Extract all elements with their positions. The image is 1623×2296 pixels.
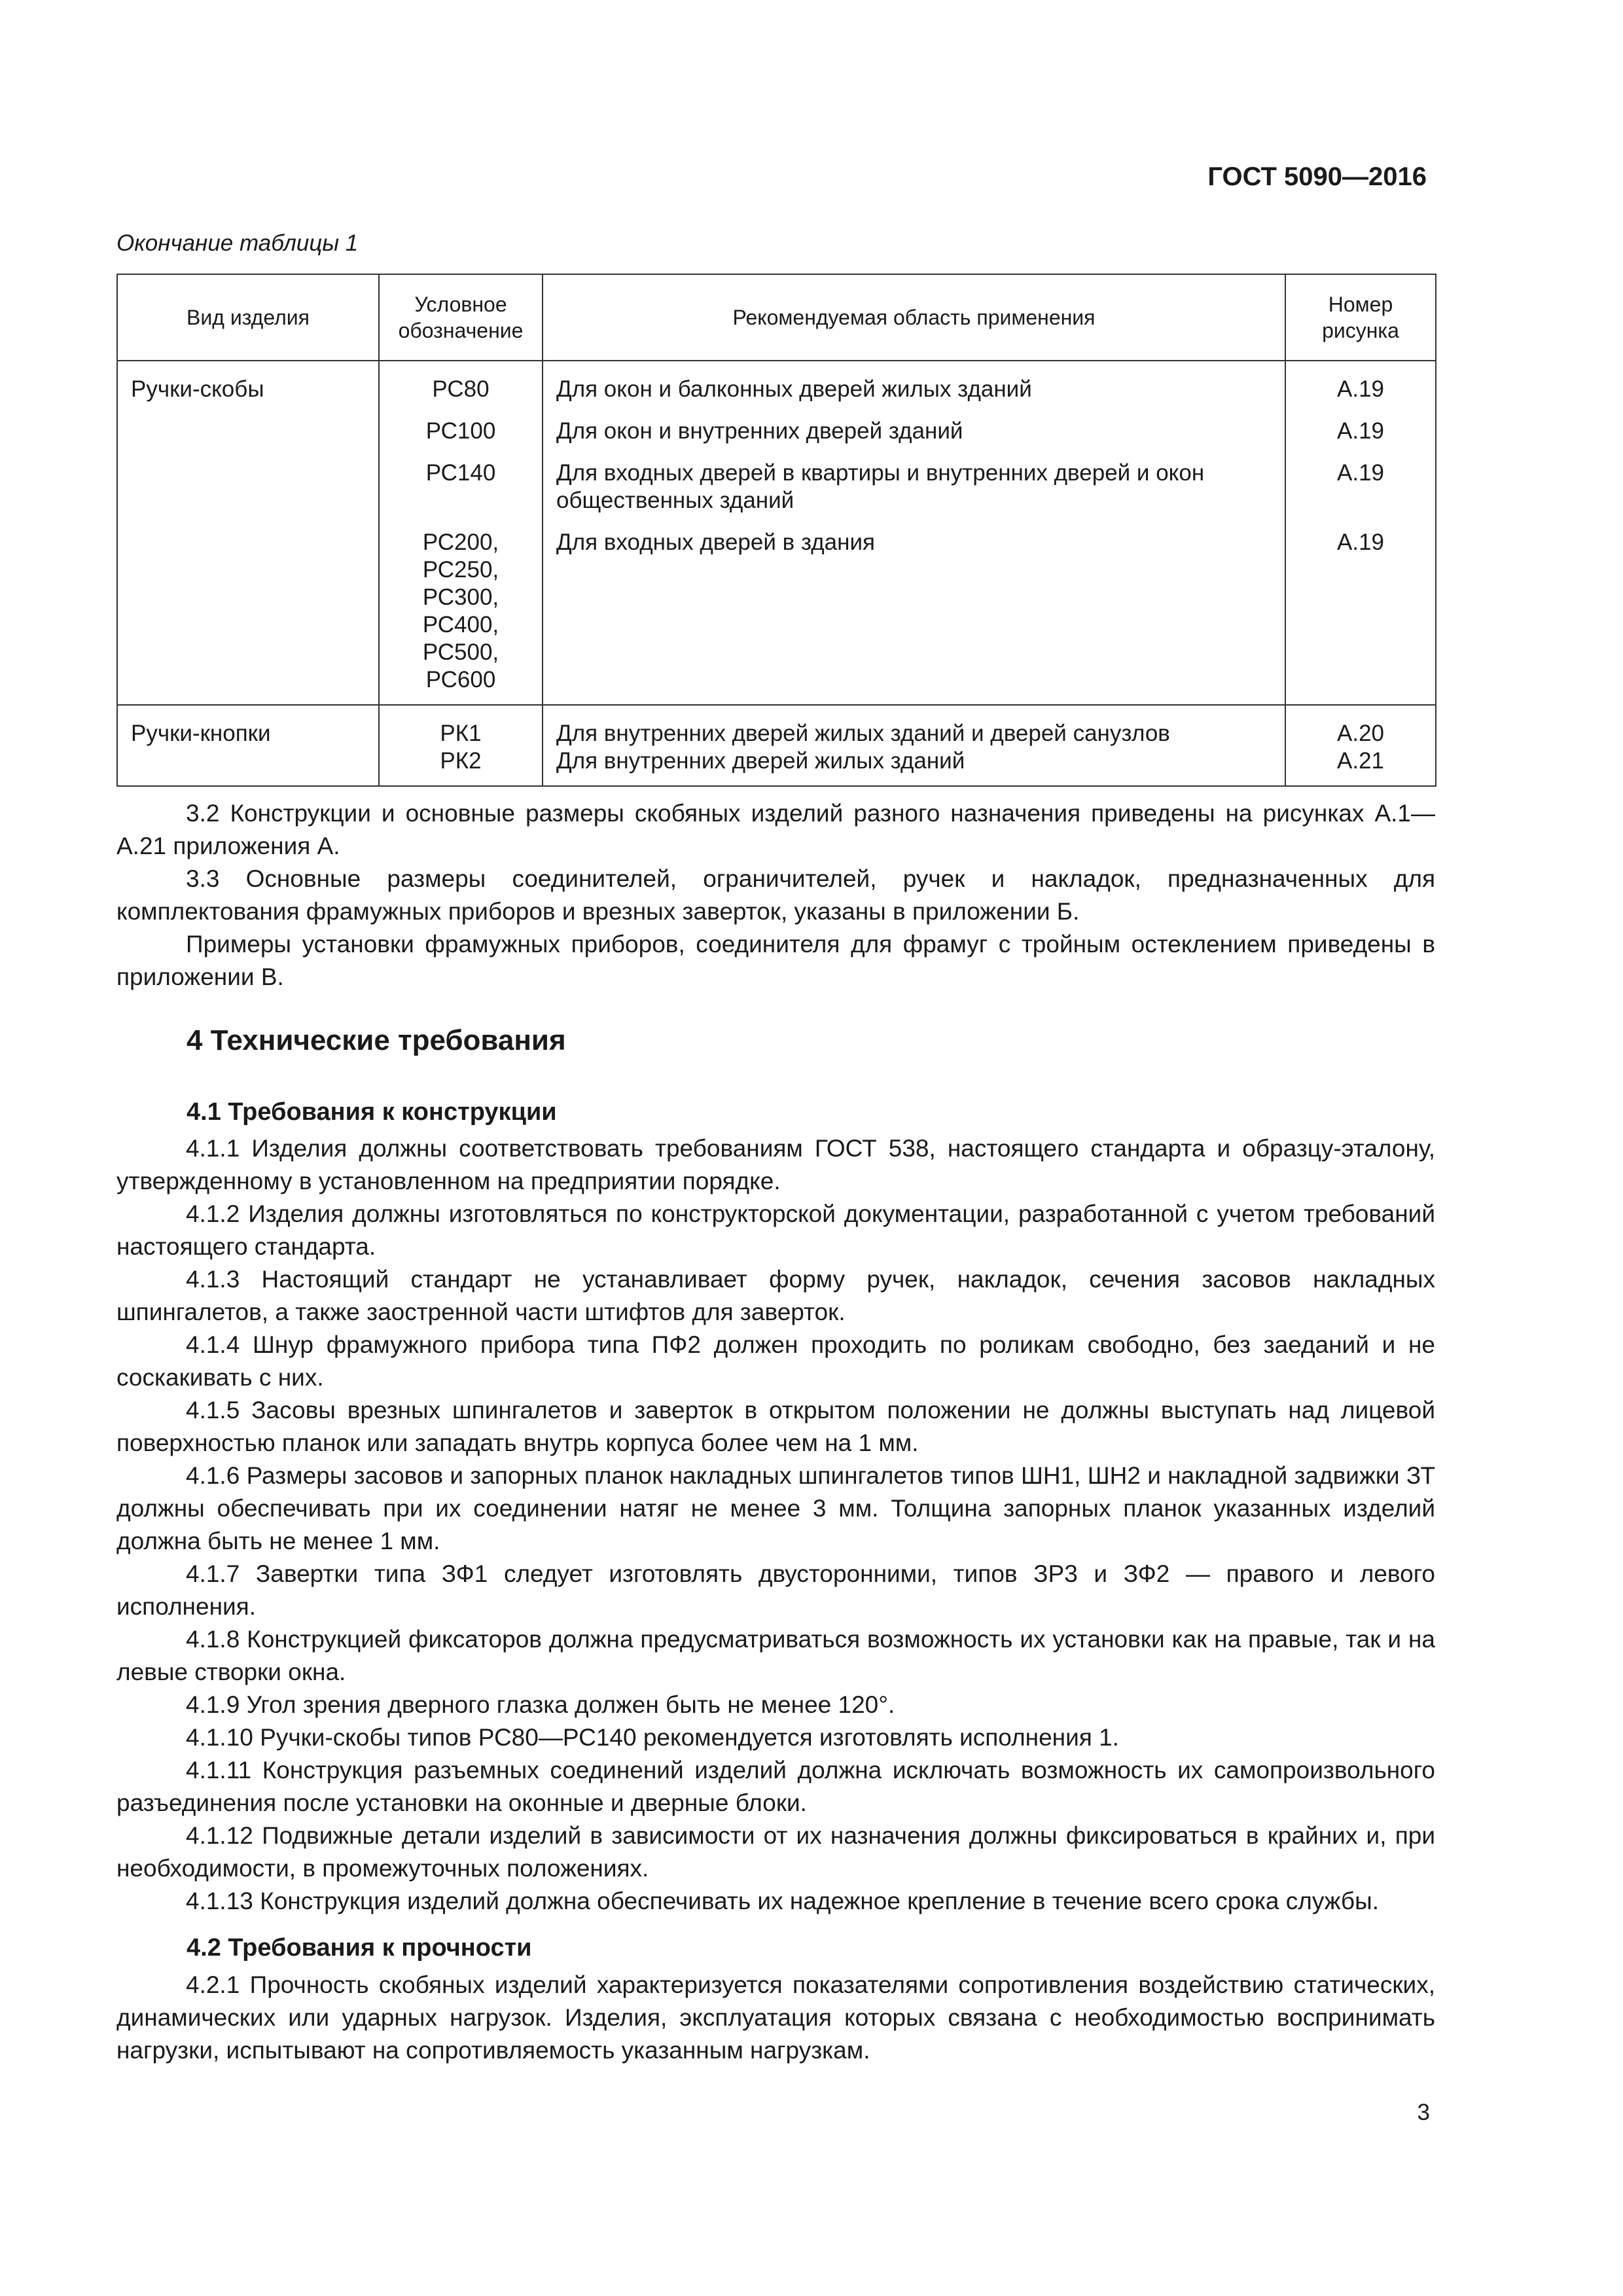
application-area: Для входных дверей в здания (543, 514, 1285, 705)
figure-number: А.21 (1285, 747, 1436, 786)
figure-number: А.19 (1285, 445, 1436, 514)
product-kind: Ручки-скобы (117, 361, 379, 403)
paragraph: 3.2 Конструкции и основные размеры скобяных изделий разного назначения приведены на рисунках А.1—А.21 приложения А. (116, 800, 1435, 859)
table-row (117, 705, 1436, 747)
paragraph: 4.1.5 Засовы врезных шпингалетов и заверток в открытом положении не должны выступать над лицевой поверхностью планок или западать внутрь корпуса более чем на 1 мм. (116, 1397, 1435, 1456)
paragraph: 4.1.11 Конструкция разъемных соединений изделий должна исключать возможность их самопроизвольного разъединения после установки на оконные и дверные блоки. (116, 1757, 1435, 1816)
paragraph: 4.2.1 Прочность скобяных изделий характеризуется показателями сопротивления воздействию статических, динамических или ударных нагрузок. Изделия, эксплуатация которых связана с необходимостью воспринимать нагрузки, испытывают на сопротивляемость указанным нагрузкам. (116, 1971, 1435, 2064)
column-header: Условное обозначение (379, 274, 543, 361)
product-kind: Ручки-кнопки (117, 705, 379, 747)
product-code: РС500, (422, 639, 499, 665)
product-code: РК2 (379, 747, 543, 786)
table-row (117, 445, 1436, 514)
product-code: РС140 (379, 445, 543, 514)
application-area: Для входных дверей в квартиры и внутренних дверей и окон общественных зданий (543, 445, 1285, 514)
subsection-heading: 4.2 Требования к прочности (187, 1934, 532, 1962)
subsection-heading: 4.1 Требования к конструкции (187, 1098, 557, 1126)
table-row (117, 361, 1436, 403)
paragraph: 4.1.10 Ручки-скобы типов РС80—РС140 рекомендуется изготовлять исполнения 1. (186, 1724, 1119, 1751)
figure-number: А.20 (1285, 705, 1436, 747)
product-code: РС100 (379, 403, 543, 445)
paragraph: 4.1.3 Настоящий стандарт не устанавливает форму ручек, накладок, сечения засовов накладных шпингалетов, а также заостренной части штифтов для заверток. (116, 1266, 1435, 1325)
application-area: Для внутренних дверей жилых зданий и дверей санузлов (543, 705, 1285, 747)
paragraph: 4.1.13 Конструкция изделий должна обеспечивать их надежное крепление в течение всего срока службы. (186, 1888, 1379, 1914)
paragraph: 4.1.7 Завертки типа ЗФ1 следует изготовлять двусторонними, типов ЗР3 и ЗФ2 — правого и левого исполнения. (116, 1560, 1435, 1620)
standard-code: ГОСТ 5090—2016 (1207, 162, 1427, 191)
paragraph: 4.1.1 Изделия должны соответствовать требованиям ГОСТ 538, настоящего стандарта и образцу-эталону, утвержденному в установленном на предприятии порядке. (116, 1135, 1435, 1194)
table-group (117, 705, 1436, 786)
column-header: Вид изделия (117, 274, 379, 361)
table-row (117, 403, 1436, 445)
product-code: РС300, (422, 584, 499, 610)
column-header: Рекомендуемая область применения (543, 274, 1285, 361)
paragraph: 4.1.4 Шнур фрамужного прибора типа ПФ2 должен проходить по роликам свободно, без заеданий и не соскакивать с них. (116, 1331, 1435, 1391)
table-group (117, 361, 1436, 705)
figure-number: А.19 (1285, 361, 1436, 403)
paragraph: 4.1.6 Размеры засовов и запорных планок накладных шпингалетов типов ШН1, ШН2 и накладной задвижки ЗТ должны обеспечивать при их соединении натяг не менее 3 мм. Толщина запорных планок указанных изделий должна быть не менее 1 мм. (116, 1462, 1435, 1554)
table-caption: Окончание таблицы 1 (116, 230, 359, 256)
section-4-1-text (116, 1132, 1435, 1918)
section-4-2-text (116, 1969, 1435, 2067)
table-row (117, 514, 1436, 705)
application-area: Для окон и внутренних дверей зданий (543, 403, 1285, 445)
product-code: РС200, (422, 529, 499, 555)
product-code: РК1 (379, 705, 543, 747)
figure-number: А.19 (1285, 514, 1436, 705)
paragraph: 4.1.9 Угол зрения дверного глазка должен быть не менее 120°. (186, 1691, 895, 1718)
column-header: Номер рисунка (1285, 274, 1436, 361)
product-code: РС600 (425, 667, 496, 692)
intro-text (116, 797, 1435, 994)
products-table (116, 274, 1436, 787)
product-code: РС80 (379, 361, 543, 403)
paragraph: 4.1.8 Конструкцией фиксаторов должна предусматриваться возможность их установки как на правые, так и на левые створки окна. (116, 1626, 1435, 1685)
product-code: РС400, (422, 612, 499, 637)
paragraph: 3.3 Основные размеры соединителей, ограничителей, ручек и накладок, предназначенных для комплектования фрамужных приборов и врезных заверток, указаны в приложении Б. (116, 865, 1435, 925)
section-heading: 4 Технические требования (187, 1024, 566, 1056)
application-area: Для окон и балконных дверей жилых зданий (543, 361, 1285, 403)
figure-number: А.19 (1285, 403, 1436, 445)
paragraph: 4.1.12 Подвижные детали изделий в зависимости от их назначения должны фиксироваться в крайних и, при необходимости, в промежуточных положениях. (116, 1822, 1435, 1882)
paragraph: 4.1.2 Изделия должны изготовляться по конструкторской документации, разработанной с учетом требований настоящего стандарта. (116, 1200, 1435, 1260)
table-row (117, 747, 1436, 786)
table-header-row (117, 274, 1436, 361)
page-number: 3 (1417, 2100, 1430, 2125)
application-area: Для внутренних дверей жилых зданий (543, 747, 1285, 786)
product-code: РС250, (422, 557, 499, 583)
product-code-list (379, 514, 543, 705)
paragraph: Примеры установки фрамужных приборов, соединителя для фрамуг с тройным остеклением приведены в приложении В. (116, 931, 1435, 990)
